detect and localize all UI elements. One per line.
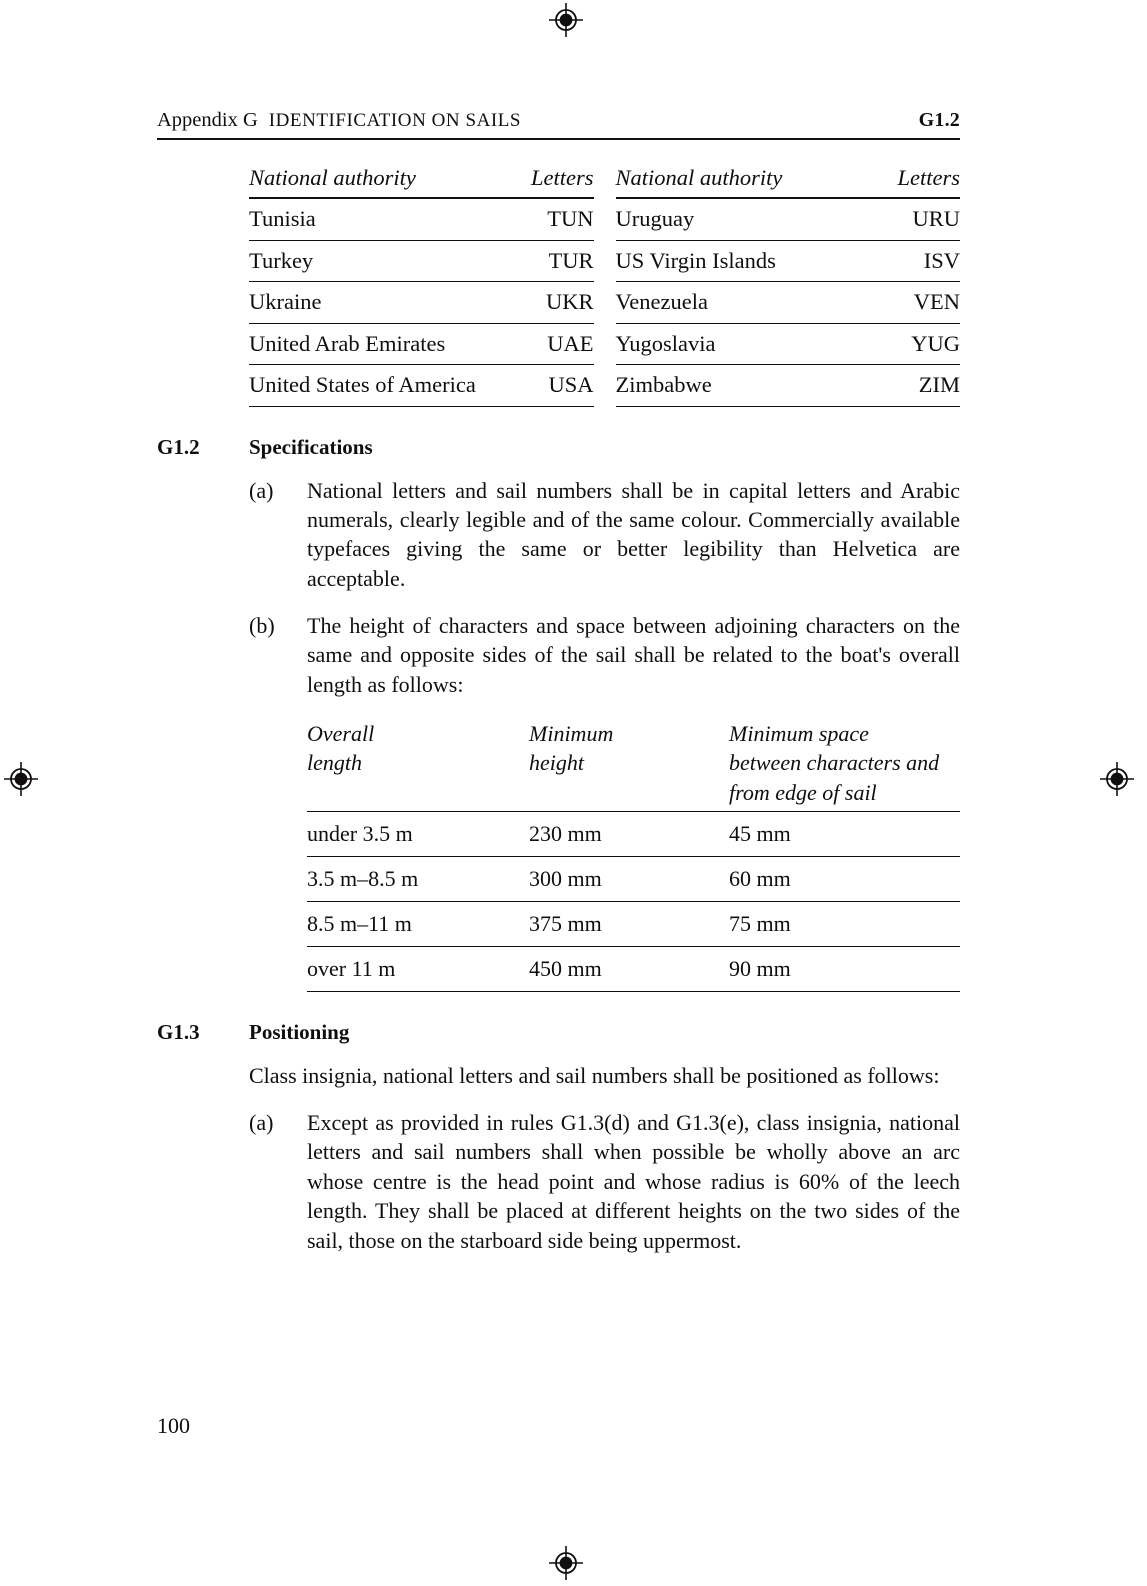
running-header-rule-ref: G1.2 xyxy=(918,109,960,131)
authority-letters: ZIM xyxy=(918,372,960,397)
paragraph-marker: (a) xyxy=(249,1110,274,1136)
measurements-col2-header xyxy=(529,719,729,807)
authority-name: United Arab Emirates xyxy=(249,330,446,356)
national-authorities-table xyxy=(249,158,960,407)
table-row xyxy=(249,282,594,324)
authority-name: Venezuela xyxy=(615,289,708,314)
authority-name: Ukraine xyxy=(249,289,322,314)
measurements-row xyxy=(307,947,960,992)
measurements-col2-header-line2: height xyxy=(529,750,584,776)
table-row xyxy=(616,199,961,241)
measurements-col2-header-line1: Minimum xyxy=(529,721,614,747)
table-row xyxy=(249,324,594,366)
nations-table-right-half xyxy=(616,158,961,407)
authority-letters: UKR xyxy=(545,289,594,314)
authority-name: Zimbabwe xyxy=(615,372,712,397)
authority-letters: USA xyxy=(548,372,594,397)
section-heading-g12 xyxy=(157,434,960,459)
minimum-space-value: 45 mm xyxy=(729,820,791,846)
running-header-left xyxy=(157,110,521,131)
authority-name: Tunisia xyxy=(249,206,316,231)
section-heading-g13 xyxy=(157,1019,960,1044)
authority-letters: VEN xyxy=(913,289,960,314)
section-number: G1.2 xyxy=(157,434,200,459)
measurements-col3-header-line2: between characters and xyxy=(729,750,940,776)
table-header-row xyxy=(249,158,594,200)
authority-letters: YUG xyxy=(911,330,960,356)
minimum-space-value: 60 mm xyxy=(729,865,791,891)
table-row xyxy=(616,365,961,407)
measurements-row xyxy=(307,902,960,947)
paragraph-body: Except as provided in rules G1.3(d) and G1.3(e), class insignia, national letters and sail numbers shall when possible be wholly above an arc whose centre is the head point and whose radius is 60% of the leech length. They shall be placed at different heights on the two sides of the sail, those on the starboard side being uppermost. xyxy=(307,1110,960,1253)
authority-letters: UAE xyxy=(547,330,594,356)
authority-letters: TUN xyxy=(547,206,594,231)
overall-length-value: under 3.5 m xyxy=(307,820,413,846)
measurements-row xyxy=(307,812,960,857)
section-number: G1.3 xyxy=(157,1019,200,1044)
paragraph-body: The height of characters and space between adjoining characters on the same and opposite sides of the sail shall be related to the boat's overall length as follows: xyxy=(307,612,960,697)
paragraph-g13-a xyxy=(157,1108,960,1255)
authority-name: Uruguay xyxy=(615,206,695,231)
table-row xyxy=(616,324,961,366)
overall-length-value: over 11 m xyxy=(307,955,396,981)
registration-mark-bottom xyxy=(549,1546,583,1580)
table-header-row xyxy=(616,158,961,200)
authority-letters: TUR xyxy=(548,247,594,273)
column-header-letters: Letters xyxy=(897,164,960,190)
measurements-col3-header-line3: from edge of sail xyxy=(729,779,877,805)
page-content xyxy=(157,110,960,1255)
section-title: Positioning xyxy=(249,1019,350,1044)
minimum-height-value: 300 mm xyxy=(529,865,602,891)
minimum-height-value: 375 mm xyxy=(529,910,602,936)
measurements-table xyxy=(307,719,960,992)
paragraph-g12-b xyxy=(157,611,960,699)
measurements-row xyxy=(307,857,960,902)
overall-length-value: 8.5 m–11 m xyxy=(307,910,412,936)
column-header-authority: National authority xyxy=(615,164,783,190)
paragraph-g12-a xyxy=(157,476,960,593)
minimum-height-value: 230 mm xyxy=(529,820,602,846)
registration-mark-top xyxy=(549,3,583,37)
table-row xyxy=(249,199,594,241)
measurements-col1-header-line1: Overall xyxy=(307,721,375,747)
authority-name: Turkey xyxy=(249,247,314,273)
minimum-height-value: 450 mm xyxy=(529,955,602,981)
measurements-header-row xyxy=(307,719,960,812)
authority-letters: URU xyxy=(912,206,960,231)
paragraph-g13-intro: Class insignia, national letters and sail numbers shall be positioned as follows: xyxy=(249,1062,940,1088)
column-header-authority: National authority xyxy=(249,164,416,190)
overall-length-value: 3.5 m–8.5 m xyxy=(307,865,419,891)
nations-table-left-half xyxy=(249,158,594,407)
registration-mark-right xyxy=(1100,762,1134,796)
paragraph-marker: (a) xyxy=(249,477,274,503)
measurements-col3-header-line1: Minimum space xyxy=(729,721,869,747)
appendix-title: IDENTIFICATION ON SAILS xyxy=(268,110,522,131)
minimum-space-value: 90 mm xyxy=(729,955,791,981)
table-row xyxy=(249,365,594,407)
authority-name: US Virgin Islands xyxy=(615,247,776,273)
table-row xyxy=(616,282,961,324)
measurements-col1-header-line2: length xyxy=(307,750,362,776)
paragraph-marker: (b) xyxy=(249,612,275,638)
table-row xyxy=(616,241,961,283)
header-divider xyxy=(157,138,960,140)
measurements-col3-header xyxy=(729,719,960,807)
appendix-label: Appendix G xyxy=(157,109,258,131)
section-title: Specifications xyxy=(249,434,373,459)
paragraph-body: National letters and sail numbers shall be in capital letters and Arabic numerals, clearly legible and of the same colour. Commercially available typefaces giving the same or better legibility than Helvetica are acceptable. xyxy=(307,477,960,591)
column-header-letters: Letters xyxy=(530,164,594,190)
authority-name: Yugoslavia xyxy=(615,330,716,356)
minimum-space-value: 75 mm xyxy=(729,910,791,936)
running-header xyxy=(157,110,960,138)
authority-letters: ISV xyxy=(923,247,960,273)
table-row xyxy=(249,241,594,283)
authority-name: United States of America xyxy=(249,372,476,397)
page-number: 100 xyxy=(157,1413,190,1438)
measurements-col1-header xyxy=(307,719,529,807)
registration-mark-left xyxy=(4,762,38,796)
